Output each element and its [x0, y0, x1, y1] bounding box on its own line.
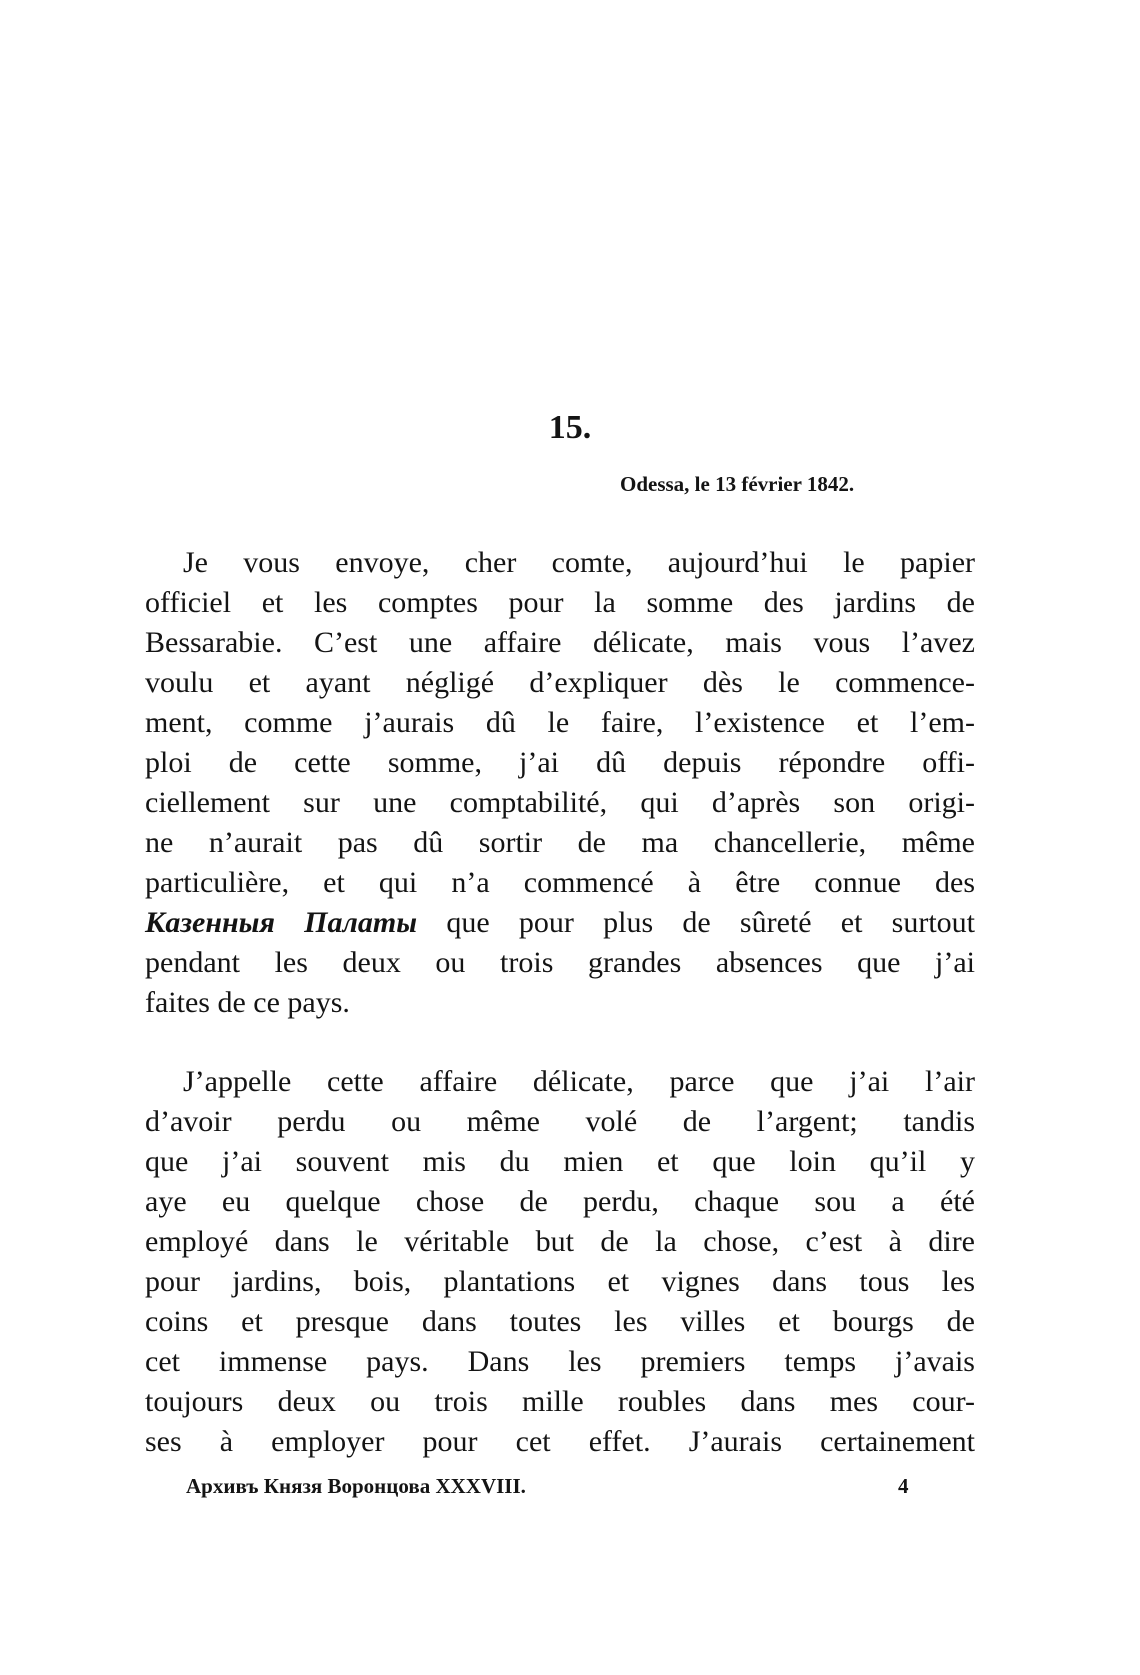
text-line: pendant les deux ou trois grandes absences que j’ai — [145, 946, 975, 979]
text-line-mixed — [145, 903, 975, 943]
text-line: J’appelle cette affaire délicate, parce que j’ai l’air — [183, 1065, 975, 1098]
text-line: faites de ce pays. — [145, 986, 350, 1019]
text-line: Bessarabie. C’est une affaire délicate, mais vous l’avez — [145, 626, 975, 659]
text-line: pour jardins, bois, plantations et vignes dans tous les — [145, 1265, 975, 1298]
text-line: Je vous envoye, cher comte, aujourd’hui le papier — [183, 546, 975, 579]
dateline: Odessa, le 13 février 1842. — [620, 472, 855, 496]
text-fragment: que pour plus de sûreté et surtout — [417, 906, 976, 939]
text-line: d’avoir perdu ou même volé de l’argent; tandis — [145, 1105, 975, 1138]
text-line: toujours deux ou trois mille roubles dans mes cour- — [145, 1385, 975, 1418]
text-line: ciellement sur une comptabilité, qui d’après son origi- — [145, 786, 975, 819]
footer-signature: Архивъ Князя Воронцова XXXVIII. — [186, 1474, 526, 1498]
footer-sheet-number: 4 — [898, 1474, 909, 1498]
text-line: ne n’aurait pas dû sortir de ma chancellerie, même — [145, 826, 975, 859]
text-line: aye eu quelque chose de perdu, chaque sou a été — [145, 1185, 975, 1218]
letter-number: 15. — [548, 409, 592, 446]
text-line: ment, comme j’aurais dû le faire, l’existence et l’em- — [145, 706, 975, 739]
text-line: ses à employer pour cet effet. J’aurais certainement — [145, 1425, 975, 1458]
text-line: officiel et les comptes pour la somme des jardins de — [145, 586, 975, 619]
paragraph-2 — [145, 1062, 975, 1462]
text-line: particulière, et qui n’a commencé à être connue des — [145, 866, 975, 899]
text-line: ploi de cette somme, j’ai dû depuis répondre offi- — [145, 746, 975, 779]
text-line: coins et presque dans toutes les villes et bourgs de — [145, 1305, 975, 1338]
paragraph-1 — [145, 543, 975, 1023]
cyrillic-phrase: Казенныя Палаты — [145, 906, 418, 939]
text-line: voulu et ayant négligé d’expliquer dès le commence- — [145, 666, 975, 699]
text-line: employé dans le véritable but de la chose, c’est à dire — [145, 1225, 975, 1258]
text-line: que j’ai souvent mis du mien et que loin qu’il y — [145, 1145, 975, 1178]
text-line: cet immense pays. Dans les premiers temps j’avais — [145, 1345, 975, 1378]
